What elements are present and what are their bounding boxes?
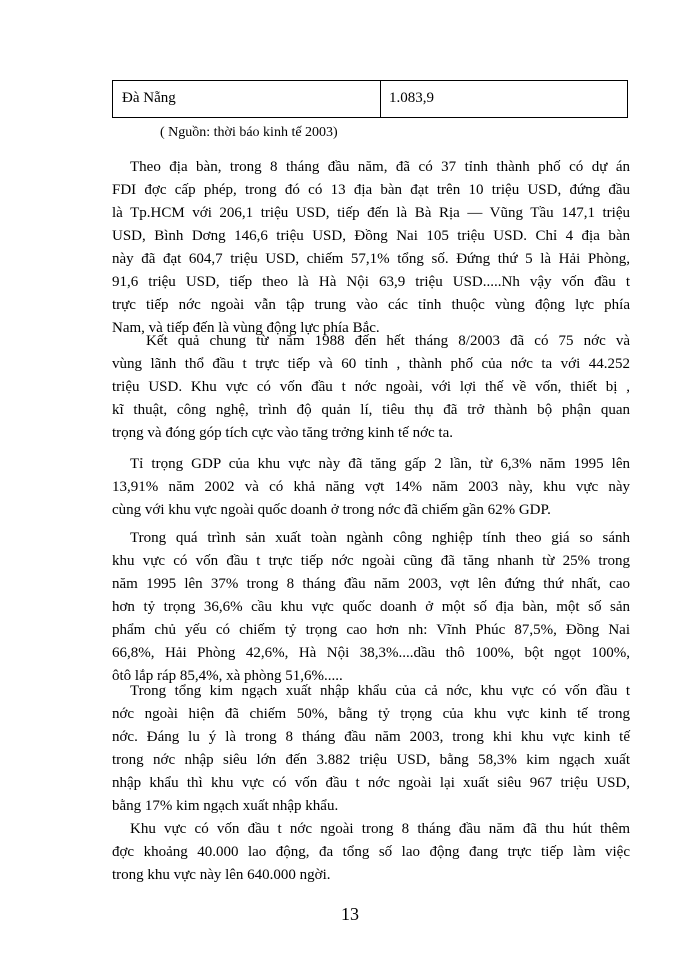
paragraph-line: 13,91% năm 2002 và có khả năng vợt 14% năm 2003 này, khu vực này bbox=[112, 479, 630, 495]
paragraph-line: nớc ngoài hiện đã chiếm 50%, bằng tỷ trọng của khu vực kinh tế trong bbox=[112, 706, 630, 722]
paragraph-line: nớc. Đáng lu ý là trong 8 tháng đầu năm 2003, trong khi khu vực kinh tế bbox=[112, 729, 630, 745]
paragraph-line: vùng lãnh thổ đầu t trực tiếp và 60 tỉnh , thành phố của nớc ta với 44.252 bbox=[112, 356, 630, 372]
paragraph-line: năm 1995 lên 37% trong 8 tháng đầu năm 2003, vợt lên đứng thứ nhất, cao bbox=[112, 576, 630, 592]
page-number: 13 bbox=[341, 904, 359, 924]
paragraph-line: 66,8%, Hải Phòng 42,6%, Hà Nội 38,3%....dầu thô 100%, bột ngọt 100%, bbox=[112, 645, 630, 661]
paragraph-line: trực tiếp nớc ngoài vẫn tập trung vào các tỉnh thuộc vùng động lực phía bbox=[112, 297, 630, 313]
paragraph-line: nhập khẩu thì khu vực có vốn đầu t nớc ngoài lại xuất siêu 967 triệu USD, bbox=[112, 775, 630, 791]
table-cell-location: Đà Nẵng bbox=[113, 81, 381, 117]
paragraph-line: trong nớc nhập siêu lớn đến 3.882 triệu USD, bằng 58,3% kim ngạch xuất bbox=[112, 752, 630, 768]
paragraph-line: Trong tổng kim ngạch xuất nhập khẩu của cả nớc, khu vực có vốn đầu t bbox=[130, 683, 630, 699]
paragraph-line: trong khu vực này lên 640.000 ngời. bbox=[112, 867, 331, 883]
paragraph bbox=[112, 527, 630, 688]
paragraph-line: 91,6 triệu USD, tiếp theo là Hà Nội 63,9 triệu USD.....Nh vậy vốn đầu t bbox=[112, 274, 630, 290]
paragraph-line: FDI đợc cấp phép, trong đó có 13 địa bàn đạt trên 10 triệu USD, đứng đầu bbox=[112, 182, 630, 198]
paragraph-line: cùng với khu vực ngoài quốc doanh ở trong nớc đã chiếm gần 62% GDP. bbox=[112, 502, 551, 518]
paragraph-line: phẩm chủ yếu có chiếm tỷ trọng cao hơn nh: Vĩnh Phúc 87,5%, Đồng Nai bbox=[112, 622, 630, 638]
source-note: ( Nguồn: thời báo kinh tế 2003) bbox=[160, 125, 338, 140]
paragraph-line: USD, Bình Dơng 146,6 triệu USD, Đồng Nai 105 triệu USD. Chỉ 4 địa bàn bbox=[112, 228, 630, 244]
paragraph-line: đợc khoảng 40.000 lao động, đa tổng số lao động đang trực tiếp làm việc bbox=[112, 844, 630, 860]
paragraph-line: khu vực có vốn đầu t trực tiếp nớc ngoài cũng đã tăng nhanh từ 25% trong bbox=[112, 553, 630, 569]
paragraph-line: Theo địa bàn, trong 8 tháng đầu năm, đã có 37 tỉnh thành phố có dự án bbox=[130, 159, 630, 175]
paragraph-line: triệu USD. Khu vực có vốn đầu t nớc ngoài, với lợi thế về vốn, thiết bị , bbox=[112, 379, 630, 395]
paragraph bbox=[112, 156, 630, 340]
paragraph-line: Tỉ trọng GDP của khu vực này đã tăng gấp 2 lần, từ 6,3% năm 1995 lên bbox=[130, 456, 630, 472]
paragraph-line: kĩ thuật, công nghệ, trình độ quản lí, tiêu thụ đã trở thành bộ phận quan bbox=[112, 402, 630, 418]
paragraph-line: là Tp.HCM với 206,1 triệu USD, tiếp đến là Bà Rịa — Vũng Tầu 147,1 triệu bbox=[112, 205, 630, 221]
paragraph-line: trọng và đóng góp tích cực vào tăng trởng kinh tế nớc ta. bbox=[112, 425, 453, 441]
paragraph bbox=[112, 818, 630, 887]
paragraph bbox=[112, 330, 630, 445]
paragraph-line: bằng 17% kim ngạch xuất nhập khẩu. bbox=[112, 798, 339, 814]
table-row bbox=[112, 80, 628, 118]
paragraph bbox=[112, 680, 630, 818]
paragraph-line: Khu vực có vốn đầu t nớc ngoài trong 8 tháng đầu năm đã thu hút thêm bbox=[130, 821, 630, 837]
paragraph bbox=[112, 453, 630, 522]
paragraph-line: này đã đạt 604,7 triệu USD, chiếm 57,1% tổng số. Đứng thứ 5 là Hải Phòng, bbox=[112, 251, 630, 267]
paragraph-line: hơn tỷ trọng 36,6% cầu khu vực quốc doanh ở một số địa bàn, một số sản bbox=[112, 599, 630, 615]
paragraph-line: Trong quá trình sản xuất toàn ngành công nghiệp tính theo giá so sánh bbox=[130, 530, 630, 546]
paragraph-line: ôtô lắp ráp 85,4%, xà phòng 51,6%..... bbox=[112, 668, 343, 684]
paragraph-line: Nam, và tiếp đến là vùng động lực phía Bắc. bbox=[112, 320, 380, 336]
table-cell-value: 1.083,9 bbox=[389, 90, 434, 106]
paragraph-line: Kết quả chung từ năm 1988 đến hết tháng 8/2003 đã có 75 nớc và bbox=[146, 333, 630, 349]
